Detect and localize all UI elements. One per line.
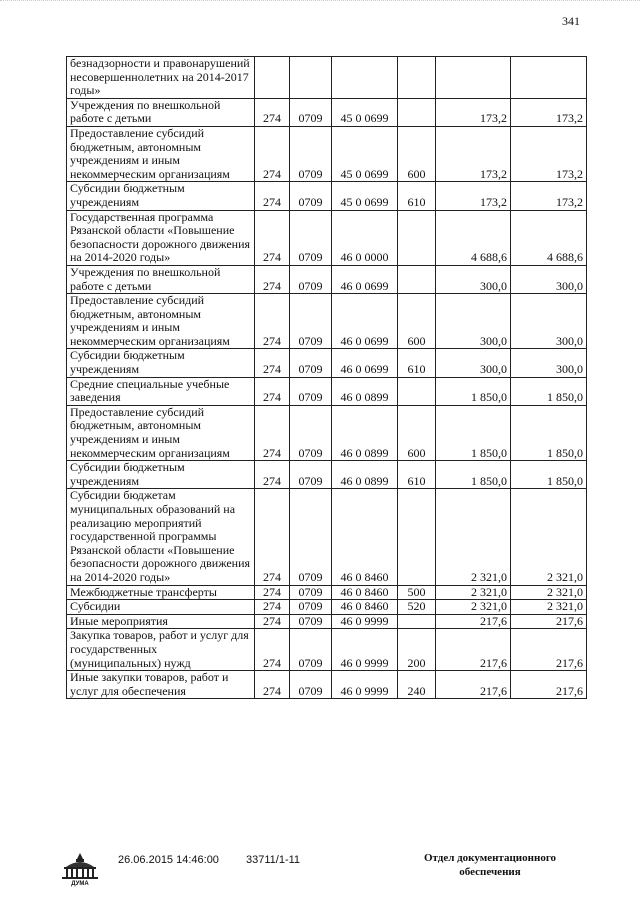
expense-code xyxy=(398,377,436,405)
row-name: Межбюджетные трансферты xyxy=(67,585,255,600)
section-code: 0709 xyxy=(290,265,332,293)
page-footer xyxy=(0,845,640,905)
amount-year-1: 2 321,0 xyxy=(436,489,511,585)
target-code: 46 0 8460 xyxy=(332,489,398,585)
section-code: 0709 xyxy=(290,614,332,629)
section-code: 0709 xyxy=(290,600,332,615)
table-row xyxy=(67,126,587,181)
table-row xyxy=(67,377,587,405)
row-name: безнадзорности и правонарушений несовершеннолетних на 2014-2017 годы» xyxy=(67,57,255,99)
expense-code: 610 xyxy=(398,182,436,210)
stamp-date: 26.06.2015 14:46:00 xyxy=(118,854,219,866)
budget-table xyxy=(66,56,587,699)
ministry-code: 274 xyxy=(255,405,290,460)
section-code: 0709 xyxy=(290,585,332,600)
amount-year-2: 173,2 xyxy=(511,126,587,181)
table-row xyxy=(67,405,587,460)
row-name: Учреждения по внешкольной работе с детьми xyxy=(67,265,255,293)
amount-year-2: 173,2 xyxy=(511,98,587,126)
amount-year-1: 2 321,0 xyxy=(436,600,511,615)
ministry-code: 274 xyxy=(255,294,290,349)
amount-year-2: 217,6 xyxy=(511,629,587,671)
amount-year-1: 1 850,0 xyxy=(436,377,511,405)
amount-year-2: 300,0 xyxy=(511,349,587,377)
amount-year-1: 4 688,6 xyxy=(436,210,511,265)
section-code: 0709 xyxy=(290,489,332,585)
amount-year-1: 300,0 xyxy=(436,265,511,293)
amount-year-2: 4 688,6 xyxy=(511,210,587,265)
table-row xyxy=(67,585,587,600)
row-name: Субсидии бюджетным учреждениям xyxy=(67,461,255,489)
table-row xyxy=(67,98,587,126)
amount-year-2: 173,2 xyxy=(511,182,587,210)
table-row xyxy=(67,671,587,699)
amount-year-1 xyxy=(436,57,511,99)
target-code: 46 0 0899 xyxy=(332,405,398,460)
ministry-code: 274 xyxy=(255,600,290,615)
section-code: 0709 xyxy=(290,629,332,671)
table-row xyxy=(67,349,587,377)
section-code: 0709 xyxy=(290,126,332,181)
row-name: Предоставление субсидий бюджетным, автономным учреждениям и иным некоммерческим организациям xyxy=(67,126,255,181)
page-number: 341 xyxy=(562,14,580,28)
section-code: 0709 xyxy=(290,98,332,126)
expense-code: 500 xyxy=(398,585,436,600)
document-number: 33711/1-11 xyxy=(246,854,301,866)
section-code: 0709 xyxy=(290,210,332,265)
table-row xyxy=(67,461,587,489)
section-code: 0709 xyxy=(290,461,332,489)
table-row xyxy=(67,489,587,585)
amount-year-1: 217,6 xyxy=(436,671,511,699)
section-code: 0709 xyxy=(290,405,332,460)
expense-code xyxy=(398,489,436,585)
expense-code xyxy=(398,210,436,265)
expense-code: 240 xyxy=(398,671,436,699)
amount-year-1: 300,0 xyxy=(436,294,511,349)
ministry-code: 274 xyxy=(255,489,290,585)
amount-year-2: 2 321,0 xyxy=(511,600,587,615)
ministry-code: 274 xyxy=(255,585,290,600)
expense-code: 600 xyxy=(398,405,436,460)
department-name: Отдел документационного обеспечения xyxy=(423,852,557,878)
table-row xyxy=(67,600,587,615)
section-code: 0709 xyxy=(290,671,332,699)
scan-border xyxy=(0,0,640,7)
ministry-code: 274 xyxy=(255,182,290,210)
target-code: 45 0 0699 xyxy=(332,126,398,181)
ministry-code: 274 xyxy=(255,126,290,181)
row-name: Субсидии бюджетным учреждениям xyxy=(67,182,255,210)
amount-year-1: 217,6 xyxy=(436,614,511,629)
amount-year-1: 173,2 xyxy=(436,182,511,210)
amount-year-1: 2 321,0 xyxy=(436,585,511,600)
table-row xyxy=(67,57,587,99)
amount-year-2: 300,0 xyxy=(511,265,587,293)
row-name: Предоставление субсидий бюджетным, автономным учреждениям и иным некоммерческим организациям xyxy=(67,405,255,460)
row-name: Иные мероприятия xyxy=(67,614,255,629)
row-name: Закупка товаров, работ и услуг для государственных (муниципальных) нужд xyxy=(67,629,255,671)
expense-code: 200 xyxy=(398,629,436,671)
amount-year-2 xyxy=(511,57,587,99)
row-name: Субсидии xyxy=(67,600,255,615)
target-code: 46 0 9999 xyxy=(332,671,398,699)
ministry-code: 274 xyxy=(255,629,290,671)
row-name: Субсидии бюджетам муниципальных образований на реализацию мероприятий государственной программы Рязанской области «Повышение безопасности дорожного движения на 2014-2020 годы» xyxy=(67,489,255,585)
expense-code: 610 xyxy=(398,461,436,489)
target-code: 46 0 0899 xyxy=(332,377,398,405)
amount-year-1: 1 850,0 xyxy=(436,461,511,489)
amount-year-1: 217,6 xyxy=(436,629,511,671)
target-code: 45 0 0699 xyxy=(332,98,398,126)
amount-year-2: 217,6 xyxy=(511,614,587,629)
target-code: 46 0 8460 xyxy=(332,585,398,600)
expense-code: 600 xyxy=(398,294,436,349)
section-code: 0709 xyxy=(290,182,332,210)
amount-year-1: 173,2 xyxy=(436,98,511,126)
row-name: Средние специальные учебные заведения xyxy=(67,377,255,405)
table-row xyxy=(67,629,587,671)
target-code: 46 0 0699 xyxy=(332,294,398,349)
ministry-code: 274 xyxy=(255,265,290,293)
target-code: 46 0 0699 xyxy=(332,349,398,377)
expense-code: 600 xyxy=(398,126,436,181)
amount-year-2: 1 850,0 xyxy=(511,461,587,489)
row-name: Субсидии бюджетным учреждениям xyxy=(67,349,255,377)
target-code: 46 0 8460 xyxy=(332,600,398,615)
target-code: 46 0 0000 xyxy=(332,210,398,265)
amount-year-2: 300,0 xyxy=(511,294,587,349)
row-name: Иные закупки товаров, работ и услуг для обеспечения xyxy=(67,671,255,699)
target-code: 46 0 0699 xyxy=(332,265,398,293)
logo-text: ДУМА xyxy=(71,881,89,887)
row-name: Учреждения по внешкольной работе с детьми xyxy=(67,98,255,126)
amount-year-2: 1 850,0 xyxy=(511,405,587,460)
amount-year-1: 173,2 xyxy=(436,126,511,181)
target-code: 46 0 9999 xyxy=(332,629,398,671)
target-code: 45 0 0699 xyxy=(332,182,398,210)
expense-code: 610 xyxy=(398,349,436,377)
ministry-code: 274 xyxy=(255,349,290,377)
amount-year-2: 1 850,0 xyxy=(511,377,587,405)
row-name: Государственная программа Рязанской области «Повышение безопасности дорожного движения на 2014-2020 годы» xyxy=(67,210,255,265)
ministry-code: 274 xyxy=(255,98,290,126)
table-row xyxy=(67,265,587,293)
section-code: 0709 xyxy=(290,377,332,405)
amount-year-2: 2 321,0 xyxy=(511,585,587,600)
ministry-code: 274 xyxy=(255,671,290,699)
target-code: 46 0 0899 xyxy=(332,461,398,489)
amount-year-1: 300,0 xyxy=(436,349,511,377)
expense-code xyxy=(398,57,436,99)
table-row xyxy=(67,182,587,210)
duma-building-icon xyxy=(58,851,102,887)
ministry-code: 274 xyxy=(255,461,290,489)
table-row xyxy=(67,614,587,629)
table-row xyxy=(67,210,587,265)
ministry-code: 274 xyxy=(255,377,290,405)
expense-code xyxy=(398,265,436,293)
section-code: 0709 xyxy=(290,294,332,349)
expense-code xyxy=(398,98,436,126)
expense-code xyxy=(398,614,436,629)
ministry-code: 274 xyxy=(255,614,290,629)
row-name: Предоставление субсидий бюджетным, автономным учреждениям и иным некоммерческим организациям xyxy=(67,294,255,349)
target-code: 46 0 9999 xyxy=(332,614,398,629)
table-row xyxy=(67,294,587,349)
ministry-code xyxy=(255,57,290,99)
amount-year-1: 1 850,0 xyxy=(436,405,511,460)
amount-year-2: 2 321,0 xyxy=(511,489,587,585)
ministry-code: 274 xyxy=(255,210,290,265)
amount-year-2: 217,6 xyxy=(511,671,587,699)
section-code: 0709 xyxy=(290,349,332,377)
section-code xyxy=(290,57,332,99)
target-code xyxy=(332,57,398,99)
expense-code: 520 xyxy=(398,600,436,615)
